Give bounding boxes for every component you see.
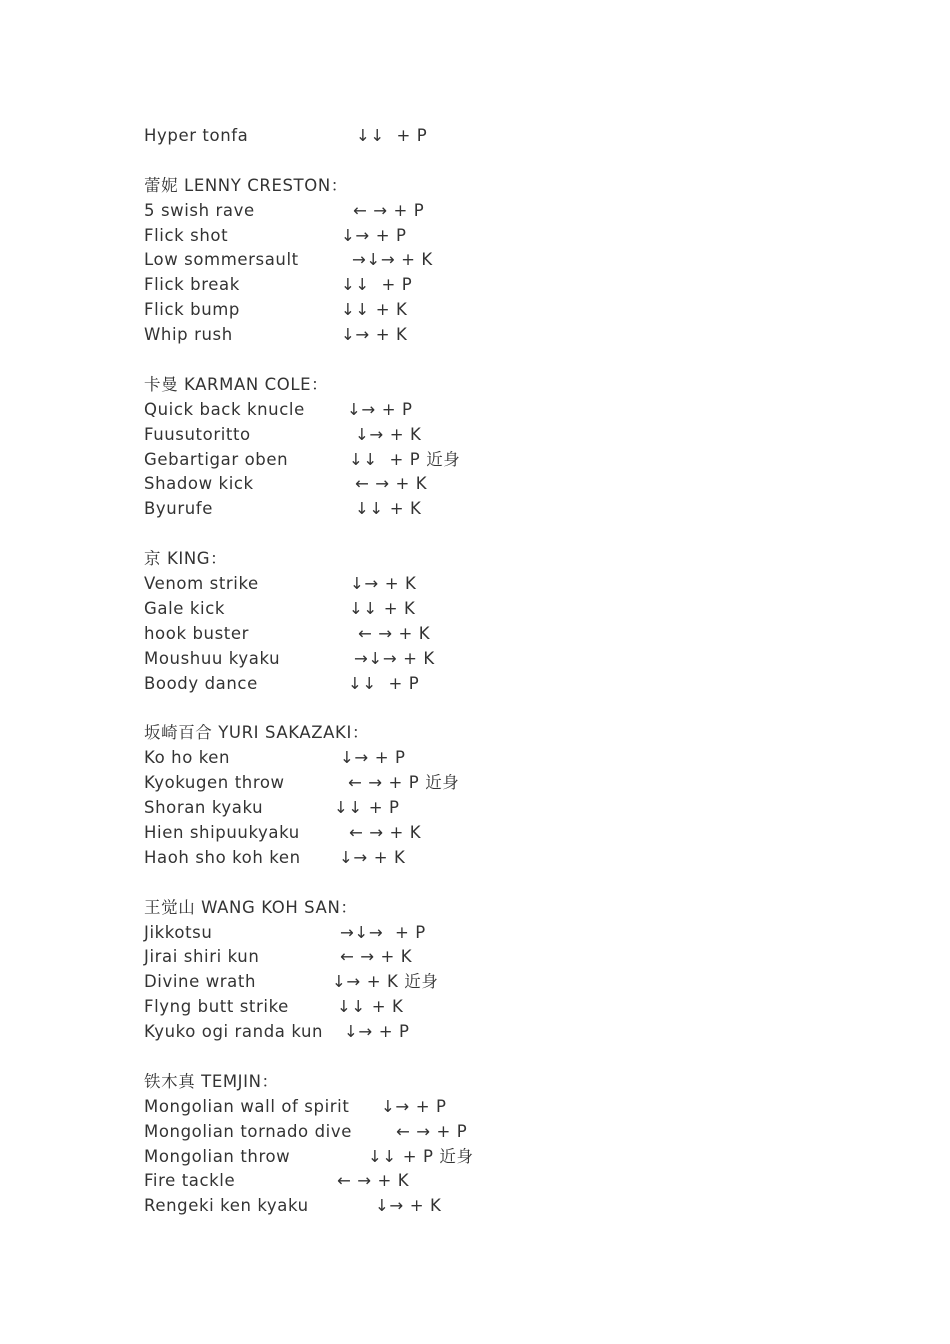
move-name: Low sommersault	[144, 250, 299, 270]
move-row	[144, 398, 844, 423]
move-name: hook buster	[144, 623, 249, 643]
character-header: 京 KING：	[144, 549, 228, 569]
move-row	[144, 572, 844, 597]
move-command: ← → + P	[353, 200, 425, 220]
move-command: →↓→ + K	[352, 250, 433, 270]
move-row	[144, 846, 844, 871]
move-command: ← → + P 近身	[348, 773, 460, 793]
blank-line	[144, 149, 844, 174]
move-command: ↓→ + P	[347, 399, 413, 419]
move-row	[144, 647, 844, 672]
move-command: ↓↓ + P	[341, 275, 413, 295]
move-row	[144, 970, 844, 995]
character-header: 坂崎百合 YURI SAKAZAKI：	[144, 723, 370, 743]
move-row	[144, 1169, 844, 1194]
move-name: Venom strike	[144, 574, 259, 594]
move-name: Boody dance	[144, 673, 258, 693]
character-header: 王觉山 WANG KOH SAN：	[144, 897, 358, 917]
move-row	[144, 448, 844, 473]
move-command: ← → + K	[340, 947, 413, 967]
move-command: ← → + K	[337, 1171, 410, 1191]
move-name: Flick shot	[144, 225, 229, 245]
move-name: 5 swish rave	[144, 200, 255, 220]
move-row	[144, 199, 844, 224]
move-command: →↓→ + K	[354, 648, 435, 668]
move-name: Flyng butt strike	[144, 997, 289, 1017]
move-row	[144, 945, 844, 970]
move-command: ↓→ + K	[341, 325, 408, 345]
blank-line	[144, 348, 844, 373]
move-list-document	[144, 124, 844, 1219]
move-command: ↓↓ + P 近身	[368, 1146, 474, 1166]
move-name: Whip rush	[144, 325, 233, 345]
move-command: ↓↓ + P	[356, 126, 428, 145]
move-name: Mongolian tornado dive	[144, 1121, 352, 1141]
move-row	[144, 921, 844, 946]
move-row	[144, 423, 844, 448]
move-name: Jikkotsu	[144, 922, 213, 942]
move-name: Mongolian throw	[144, 1146, 291, 1166]
move-name: Fuusutoritto	[144, 424, 251, 444]
move-row	[144, 796, 844, 821]
move-command: ← → + K	[358, 623, 431, 643]
move-command: ↓→ + K	[375, 1196, 442, 1216]
move-row	[144, 124, 844, 149]
move-command: ↓→ + K 近身	[332, 972, 439, 992]
move-command: ← → + P	[396, 1121, 468, 1141]
move-row	[144, 497, 844, 522]
move-command: ↓↓ + K	[337, 997, 404, 1017]
move-row	[144, 771, 844, 796]
move-command: ↓→ + K	[355, 424, 422, 444]
blank-line	[144, 522, 844, 547]
move-row	[144, 472, 844, 497]
move-command: ↓↓ + K	[341, 300, 408, 320]
move-name: Shadow kick	[144, 474, 254, 494]
move-row	[144, 298, 844, 323]
move-row	[144, 1194, 844, 1219]
move-row	[144, 597, 844, 622]
move-name: Flick break	[144, 275, 240, 295]
character-header: 铁木真 TEMJIN：	[144, 1071, 279, 1091]
move-name: Gebartigar oben	[144, 449, 289, 469]
move-command: ↓↓ + K	[355, 499, 422, 519]
blank-line	[144, 871, 844, 896]
move-row	[144, 672, 844, 697]
move-row	[144, 622, 844, 647]
move-row	[144, 248, 844, 273]
move-name: Moushuu kyaku	[144, 648, 281, 668]
move-name: Divine wrath	[144, 972, 257, 992]
move-name: Shoran kyaku	[144, 798, 264, 818]
move-command: ↓↓ + P 近身	[349, 449, 461, 469]
move-row	[144, 1120, 844, 1145]
move-command: ← → + K	[349, 822, 422, 842]
move-name: Rengeki ken kyaku	[144, 1196, 309, 1216]
move-command: ↓→ + K	[350, 574, 417, 594]
move-name: Gale kick	[144, 598, 226, 618]
move-row	[144, 273, 844, 298]
move-name: Flick bump	[144, 300, 241, 320]
character-header: 卡曼 KARMAN COLE：	[144, 374, 329, 394]
move-command: →↓→ + P	[340, 922, 426, 942]
move-command: ← → + K	[355, 474, 428, 494]
move-row	[144, 1095, 844, 1120]
move-name: Haoh sho koh ken	[144, 847, 301, 867]
blank-line	[144, 696, 844, 721]
move-name: Fire tackle	[144, 1171, 236, 1191]
move-name: Jirai shiri kun	[144, 947, 260, 967]
move-command: ↓→ + P	[344, 1022, 410, 1042]
blank-line	[144, 1045, 844, 1070]
move-command: ↓↓ + K	[349, 598, 416, 618]
move-name: Hyper tonfa	[144, 126, 249, 145]
move-row	[144, 323, 844, 348]
move-command: ↓↓ + P	[334, 798, 400, 818]
move-command: ↓→ + P	[341, 225, 407, 245]
move-name: Hien shipuukyaku	[144, 822, 300, 842]
move-name: Kyokugen throw	[144, 773, 285, 793]
move-row	[144, 746, 844, 771]
character-header: 蕾妮 LENNY CRESTON：	[144, 175, 348, 195]
move-command: ↓↓ + P	[348, 673, 420, 693]
move-command: ↓→ + P	[381, 1096, 447, 1116]
move-row	[144, 1020, 844, 1045]
move-name: Kyuko ogi randa kun	[144, 1022, 324, 1042]
move-name: Mongolian wall of spirit	[144, 1096, 350, 1116]
move-row	[144, 821, 844, 846]
move-row	[144, 224, 844, 249]
move-command: ↓→ + K	[339, 847, 406, 867]
move-command: ↓→ + P	[340, 748, 406, 768]
move-name: Quick back knucle	[144, 399, 305, 419]
move-row	[144, 995, 844, 1020]
move-row	[144, 1145, 844, 1170]
move-name: Ko ho ken	[144, 748, 231, 768]
move-name: Byurufe	[144, 499, 213, 519]
